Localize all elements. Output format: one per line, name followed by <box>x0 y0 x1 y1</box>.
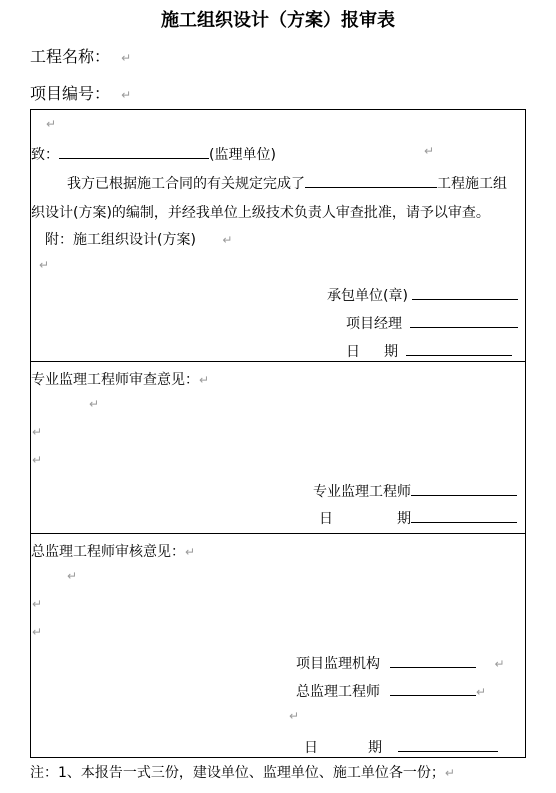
manager-label: 项目经理 <box>346 316 402 332</box>
return-mark: ↵ <box>32 425 43 439</box>
body-text-part2: 工程施工组 <box>437 176 507 192</box>
date-row-2 <box>319 508 517 528</box>
return-mark: ↵ <box>222 233 233 247</box>
return-mark: ↵ <box>289 709 300 723</box>
contractor-row <box>327 285 518 305</box>
return-mark: ↵ <box>39 258 50 272</box>
project-no-label: 项目编号： <box>30 84 111 103</box>
return-mark: ↵ <box>32 453 43 467</box>
return-mark: ↵ <box>199 373 210 387</box>
body-row-1 <box>67 173 507 193</box>
section3-heading: 总监理工程师审核意见： <box>31 544 185 560</box>
return-mark: ↵ <box>89 397 100 411</box>
section2-heading: 专业监理工程师审查意见： <box>31 372 199 388</box>
body-row-2: 织设计(方案)的编制，并经我单位上级技术负责人审查批准，请予以审查。 <box>31 205 490 221</box>
date-label-1: 日 <box>304 740 318 756</box>
return-mark: ↵ <box>32 625 43 639</box>
return-mark: ↵ <box>494 657 505 671</box>
return-mark: ↵ <box>121 51 132 65</box>
chief-row <box>296 681 486 701</box>
return-mark: ↵ <box>476 685 487 699</box>
return-mark: ↵ <box>32 597 43 611</box>
date-label-1: 日 <box>319 511 333 527</box>
note-text: 注：1、本报告一式三份，建设单位、监理单位、施工单位各一份； <box>30 765 445 781</box>
date-blank[interactable] <box>406 341 512 356</box>
org-row <box>296 653 505 673</box>
engineer-label: 专业监理工程师 <box>313 484 411 500</box>
date-blank[interactable] <box>411 508 517 523</box>
return-mark: ↵ <box>121 88 132 102</box>
date-label-2: 期 <box>384 344 398 360</box>
date-label-1: 日 <box>346 344 360 360</box>
return-mark: ↵ <box>444 766 455 780</box>
section3-heading-row <box>31 541 195 561</box>
section-divider <box>30 533 526 534</box>
note-row <box>30 762 455 782</box>
return-mark: ↵ <box>185 545 196 559</box>
body-text-part1: 我方已根据施工合同的有关规定完成了 <box>67 176 305 192</box>
supervisor-unit-label: (监理单位) <box>209 147 276 163</box>
project-name-row <box>30 44 131 67</box>
manager-row <box>346 313 518 333</box>
return-mark: ↵ <box>67 569 78 583</box>
org-blank[interactable] <box>390 653 476 668</box>
form-title: 施工组织设计（方案）报审表 <box>161 10 395 31</box>
date-row-3 <box>304 737 498 757</box>
project-blank[interactable] <box>305 173 437 188</box>
org-label: 项目监理机构 <box>296 656 380 672</box>
section2-heading-row <box>31 369 209 389</box>
date-blank[interactable] <box>398 737 498 752</box>
project-no-row <box>30 81 131 104</box>
return-mark: ↵ <box>424 144 435 158</box>
return-mark: ↵ <box>46 117 57 131</box>
attachment-row <box>45 229 232 249</box>
date-row-1 <box>346 341 512 361</box>
contractor-label: 承包单位(章) <box>327 288 408 304</box>
chief-blank[interactable] <box>390 681 476 696</box>
project-name-label: 工程名称： <box>30 47 111 66</box>
engineer-row <box>313 481 517 501</box>
attachment-label: 附：施工组织设计(方案) <box>45 232 196 248</box>
date-label-2: 期 <box>368 740 382 756</box>
contractor-blank[interactable] <box>412 285 518 300</box>
engineer-blank[interactable] <box>411 481 517 496</box>
date-label-2: 期 <box>397 511 411 527</box>
supervisor-unit-blank[interactable] <box>59 144 209 159</box>
to-row <box>31 144 276 164</box>
section-divider <box>30 361 526 362</box>
manager-blank[interactable] <box>410 313 518 328</box>
to-label: 致： <box>31 147 59 163</box>
chief-label: 总监理工程师 <box>296 684 380 700</box>
